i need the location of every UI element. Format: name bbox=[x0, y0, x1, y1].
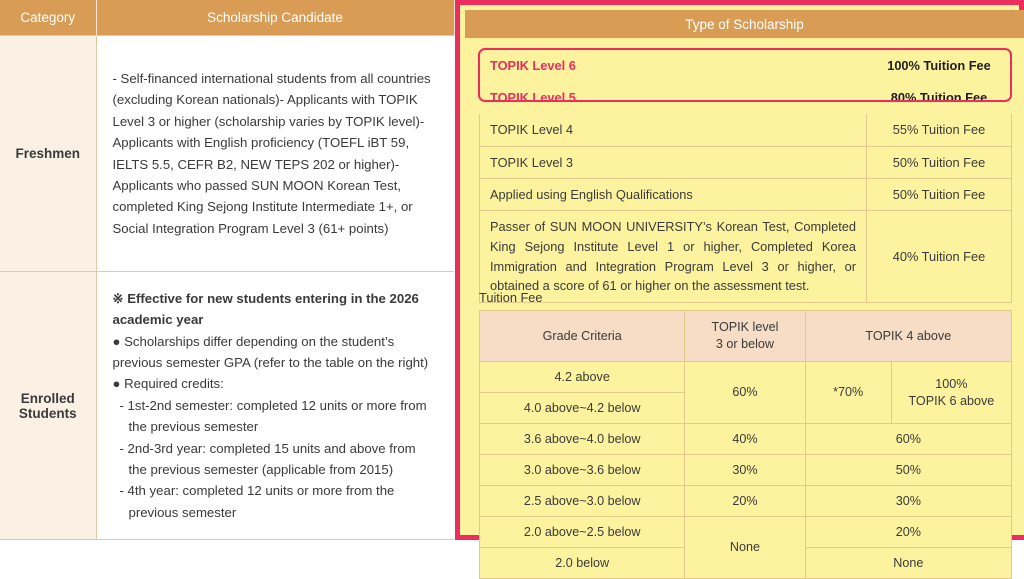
table-row bbox=[480, 210, 1012, 302]
category-enrolled-line1: Enrolled bbox=[20, 390, 75, 406]
grade-topik3-value: None bbox=[685, 517, 805, 579]
enrolled-dash-2: - 2nd-3rd year: completed 15 units and above from the previous semester (applicable from 2015) bbox=[119, 440, 416, 477]
scholarship-criteria: Passer of SUN MOON UNIVERSITY’s Korean Test, Completed King Sejong Institute Level 1 or higher, Completed Korea Immigration and Integration Program Level 3 or higher, or obtained a score of 61 or higher on the assessment test. bbox=[480, 210, 867, 302]
enrolled-dash-1: - 1st-2nd semester: completed 12 units or more from the previous semester bbox=[119, 397, 427, 435]
scholarship-fee: 100% Tuition Fee bbox=[867, 50, 1012, 82]
panel-header-type: Type of Scholarship bbox=[465, 10, 1024, 38]
grade-topik4-value-b-line2: TOPIK 6 above bbox=[908, 393, 995, 408]
grade-criteria: 4.0 above~4.2 below bbox=[480, 393, 685, 424]
table-row bbox=[480, 362, 1012, 393]
grade-topik4-value: 50% bbox=[805, 455, 1011, 486]
grade-criteria: 3.6 above~4.0 below bbox=[480, 424, 685, 455]
scholarship-fee: 40% Tuition Fee bbox=[867, 210, 1012, 302]
grade-topik4-value: 20% bbox=[805, 517, 1011, 548]
table-row bbox=[480, 50, 1012, 82]
grade-topik4-value-b bbox=[891, 362, 1011, 424]
grade-topik4-value-a: *70% bbox=[805, 362, 891, 424]
table-row bbox=[480, 486, 1012, 517]
table-row bbox=[480, 517, 1012, 548]
grade-criteria: 4.2 above bbox=[480, 362, 685, 393]
scholarship-criteria: TOPIK Level 5 bbox=[480, 82, 867, 114]
scholarship-fee: 50% Tuition Fee bbox=[867, 178, 1012, 210]
grade-header-row bbox=[480, 311, 1012, 362]
enrolled-dash-3: - 4th year: completed 12 units or more from the previous semester bbox=[119, 483, 395, 520]
scholarship-fee: 50% Tuition Fee bbox=[867, 146, 1012, 178]
grade-header-topik3-line1: TOPIK level bbox=[711, 320, 779, 335]
scholarship-criteria: TOPIK Level 4 bbox=[480, 114, 867, 146]
header-candidate: Scholarship Candidate bbox=[96, 0, 454, 36]
header-category: Category bbox=[0, 0, 96, 36]
table-row bbox=[480, 178, 1012, 210]
table-row bbox=[480, 146, 1012, 178]
grade-criteria: 2.0 below bbox=[480, 548, 685, 579]
scholarship-type-table bbox=[479, 49, 1012, 303]
tuition-fee-label: Tuition Fee bbox=[479, 290, 543, 305]
category-enrolled bbox=[0, 272, 96, 540]
enrolled-note-title: ※ Effective for new students entering in the 2026 academic year bbox=[112, 290, 419, 328]
grade-topik4-value-b-line1: 100% bbox=[935, 376, 968, 391]
grade-header-topik3-line2: 3 or below bbox=[715, 337, 775, 351]
category-enrolled-line2: Students bbox=[18, 405, 77, 421]
grade-topik4-value: 60% bbox=[805, 424, 1011, 455]
grade-topik3-value: 60% bbox=[685, 362, 805, 424]
scholarship-criteria: TOPIK Level 3 bbox=[480, 146, 867, 178]
table-row bbox=[480, 114, 1012, 146]
scholarship-criteria: Applied using English Qualifications bbox=[480, 178, 867, 210]
scholarship-criteria: TOPIK Level 6 bbox=[480, 50, 867, 82]
table-row bbox=[480, 82, 1012, 114]
grade-topik3-value: 30% bbox=[685, 455, 805, 486]
grade-criteria: 3.0 above~3.6 below bbox=[480, 455, 685, 486]
candidate-enrolled bbox=[96, 272, 454, 540]
category-freshmen: Freshmen bbox=[0, 36, 96, 272]
grade-criteria: 2.5 above~3.0 below bbox=[480, 486, 685, 517]
scholarship-type-panel bbox=[455, 0, 1024, 570]
grade-header-topik3 bbox=[685, 311, 805, 362]
candidate-freshmen: - Self-financed international students from all countries (excluding Korean nationals)- Applicants with TOPIK Level 3 or higher (scholarship varies by TOPIK level)- Applicants with English proficiency (TOEFL iBT 59, IELTS 5.5, CEFR B2, NEW TEPS 202 or higher)- Applicants who passed SUN MOON Korean Test, completed King Sejong Institute Intermediate 1+, or Social Integration Program Level 3 (61+ points) bbox=[96, 36, 454, 272]
enrolled-bullet-2: ● Required credits: bbox=[112, 376, 224, 392]
table-row bbox=[480, 424, 1012, 455]
grade-topik4-value: None bbox=[805, 548, 1011, 579]
grade-criteria-table bbox=[479, 310, 1012, 579]
grade-topik4-value: 30% bbox=[805, 486, 1011, 517]
grade-header-topik4: TOPIK 4 above bbox=[805, 311, 1011, 362]
grade-topik3-value: 40% bbox=[685, 424, 805, 455]
grade-header-criteria: Grade Criteria bbox=[480, 311, 685, 362]
scholarship-fee: 80% Tuition Fee bbox=[867, 82, 1012, 114]
panel-body bbox=[465, 38, 1024, 570]
enrolled-bullet-1: ● Scholarships differ depending on the student’s previous semester GPA (refer to the table on the right) bbox=[112, 333, 429, 371]
grade-criteria: 2.0 above~2.5 below bbox=[480, 517, 685, 548]
table-row bbox=[480, 455, 1012, 486]
grade-topik3-value: 20% bbox=[685, 486, 805, 517]
scholarship-fee: 55% Tuition Fee bbox=[867, 114, 1012, 146]
